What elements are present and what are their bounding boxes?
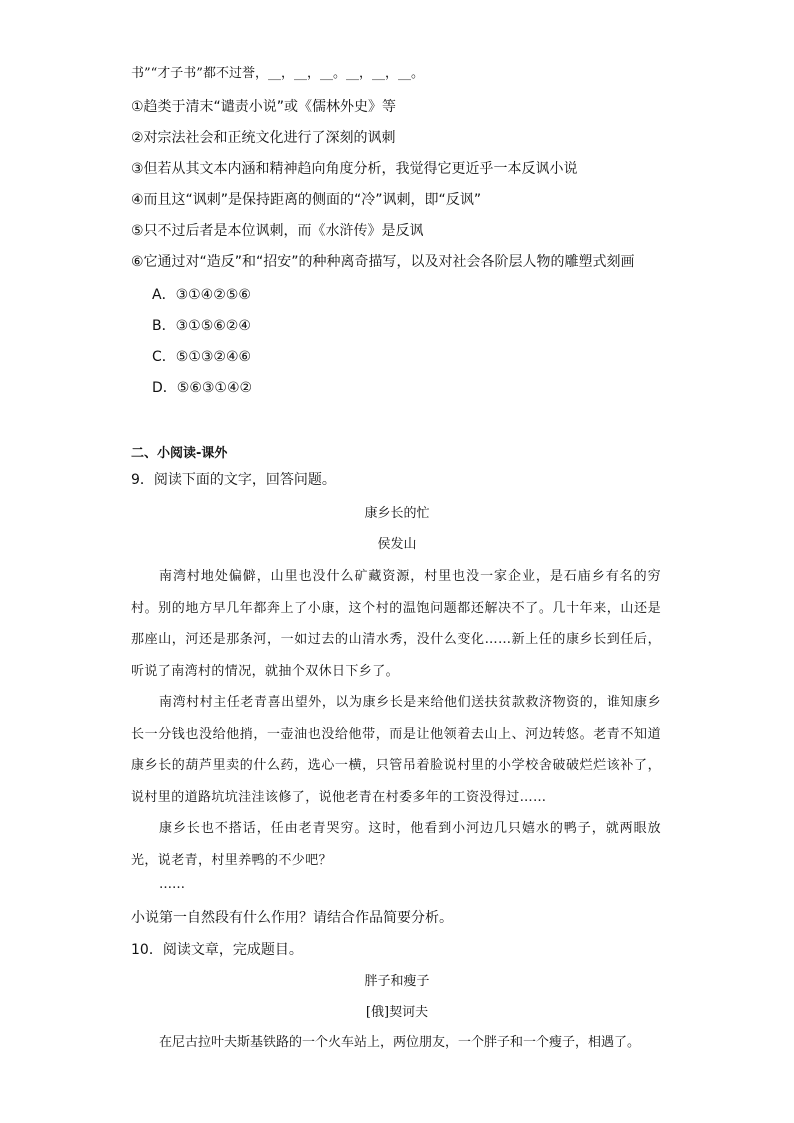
- story-paragraph-3: 康乡长也不搭话，任由老青哭穷。这时，他看到小河边几只嬉水的鸭子，就两眼放光，说老青，村里养鸭的不少吧？: [131, 821, 661, 868]
- section-heading: 二、小阅读-课外: [131, 446, 228, 461]
- story-ellipsis: ……: [159, 877, 185, 892]
- option-b: B．③①⑤⑥②④: [152, 318, 251, 334]
- story-paragraph-2: 南湾村村主任老青喜出望外，以为康乡长是来给他们送扶贫款救济物资的，谁知康乡长一分钱也没给他捎，一壶油也没给他带，而是让他领着去山上、河边转悠。老青不知道康乡长的葫芦里卖的什么药，选心一横，只管吊着脸说村里的小学校舍破破烂烂该补了，说村里的道路坑坑洼洼该修了，说他老青在村委多年的工资没得过……: [131, 695, 661, 805]
- question-10-prompt: 10．阅读文章，完成题目。: [131, 942, 303, 958]
- sentence-5: ⑤只不过后者是本位讽刺，而《水浒传》是反讽: [131, 223, 424, 239]
- sentence-4: ④而且这“讽刺”是保持距离的侧面的“冷”讽刺，即“反讽”: [131, 192, 482, 208]
- sentence-3: ③但若从其文本内涵和精神趋向角度分析，我觉得它更近乎一本反讽小说: [131, 161, 578, 177]
- option-d: D．⑤⑥③①④②: [152, 380, 253, 396]
- sentence-6: ⑥它通过对“造反”和“招安”的种种离奇描写，以及对社会各阶层人物的雕塑式刻画: [131, 254, 635, 270]
- sentence-1: ①趋类于清末“谴责小说”或《儒林外史》等: [131, 99, 397, 115]
- option-c: C．⑤①③②④⑥: [152, 349, 252, 365]
- sentence-2: ②对宗法社会和正统文化进行了深刻的讽刺: [131, 130, 396, 146]
- option-a: A．③①④②⑤⑥: [152, 287, 251, 303]
- article-title: 胖子和瘦子: [364, 974, 430, 989]
- article-author: [俄]契诃夫: [365, 1005, 429, 1020]
- question-stem-tail: 书”“才子书”都不过誉，__，__，__。__，__，__。: [131, 66, 424, 81]
- story-author: 侯发山: [377, 537, 417, 552]
- question-9-prompt: 9．阅读下面的文字，回答问题。: [131, 472, 336, 488]
- question-9-text: 小说第一自然段有什么作用？请结合作品简要分析。: [131, 910, 453, 926]
- article-first-line: 在尼古拉叶夫斯基铁路的一个火车站上，两位朋友，一个胖子和一个瘦子，相遇了。: [159, 1035, 641, 1050]
- story-title: 康乡长的忙: [364, 506, 430, 521]
- story-paragraph-1: 南湾村地处偏僻，山里也没什么矿藏资源，村里也没一家企业，是石庙乡有名的穷村。别的地方早几年都奔上了小康，这个村的温饱问题都还解决不了。几十年来，山还是那座山，河还是那条河，一如过去的山清水秀，没什么变化……新上任的康乡长到任后，听说了南湾村的情况，就抽个双休日下乡了。: [131, 569, 661, 679]
